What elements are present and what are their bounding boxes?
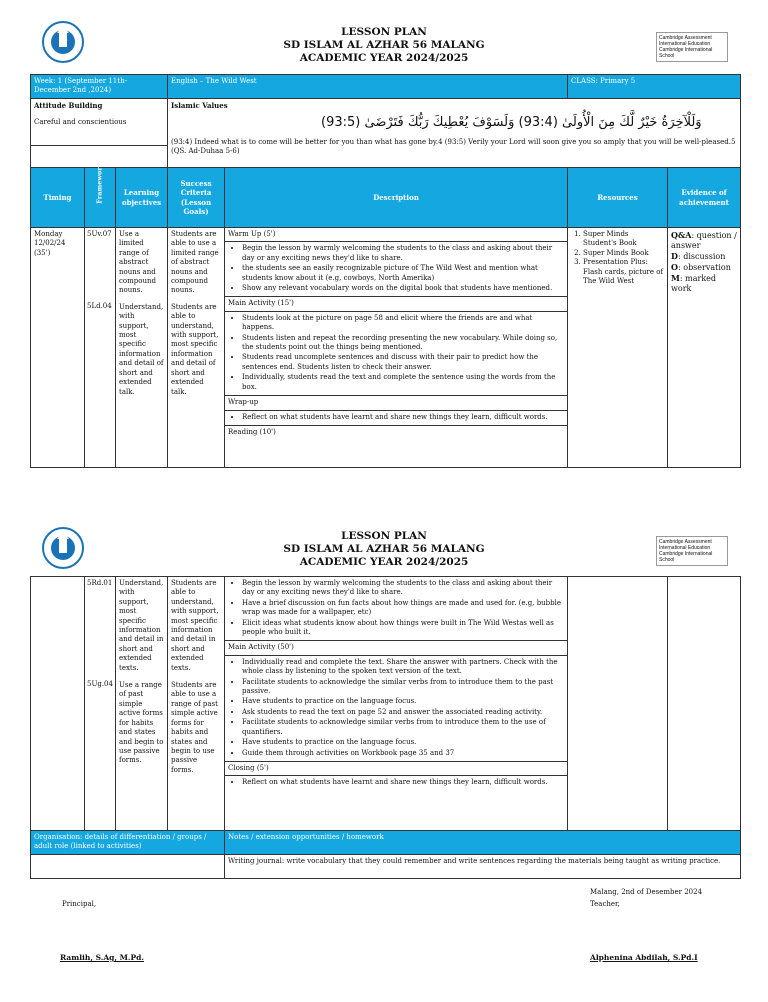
header-year: ACADEMIC YEAR 2024/2025 <box>299 52 469 64</box>
teacher-name: Alphenina Abdilah, S.Pd.I <box>590 953 698 962</box>
class-cell: CLASS: Primary 5 <box>568 75 741 99</box>
header-title: LESSON PLAN <box>341 26 427 38</box>
evidence-item: O: observation <box>671 262 731 272</box>
list-item: • Individually read and complete the text. Share the answer with partners. Check with the whole class by listening to the spoken text version of the text. <box>242 658 564 677</box>
evidence-item: Q&A: question / answer <box>671 230 737 250</box>
closing-title: Closing (5') <box>225 761 567 775</box>
main-activity-list <box>225 655 567 761</box>
quran-verse: وَلَلْآخِرَةُ خَيْرٌ لَّكَ مِنَ الْأُولَىٰ (93:4) وَلَسَوْفَ يُعْطِيكَ رَبُّكَ فَتَرْضَىٰ (93:5) <box>321 115 702 131</box>
framework-ref: 5Ld.04 <box>87 302 112 311</box>
reading-title: Reading (10') <box>228 427 276 436</box>
list-item: • the students see an easily recognizable picture of The Wild West and mention what students know about it (e.g, cowboys, North Amerika) <box>242 264 564 283</box>
objectives-cell <box>116 228 168 468</box>
list-item: • Begin the lesson by warmly welcoming the students to the class and asking about their day or any exciting news they'd like to share. <box>242 579 564 598</box>
list-item: • Reflect on what students have learnt and share new things they learn, difficult words. <box>242 778 564 787</box>
notes-label: Notes / extension opportunities / homework <box>225 831 741 855</box>
organisation-label: Organisation: details of differentiation / groups / adult role (linked to activities) <box>31 831 225 855</box>
attitude-cell <box>31 99 168 146</box>
col-criteria: Success Criteria (Lesson Goals) <box>168 168 225 228</box>
wrapup-title: Wrap-up <box>225 396 567 410</box>
list-item: • Show any relevant vocabulary words on the digital book that students have mentioned. <box>242 284 564 293</box>
col-timing: Timing <box>31 168 85 228</box>
warmup-title: Warm Up (5') <box>225 228 567 242</box>
timing-cell: Monday 12/02/24 (35') <box>31 228 85 468</box>
list-item: • Students listen and repeat the recording presenting the new vocabulary. While doing so, the students point out the things being mentioned. <box>242 334 564 353</box>
list-item: • Have students to practice on the language focus. <box>242 697 564 706</box>
objectives-cell: Understand, with support, most specific information and detail in short and extended texts. Use a range of past simple active forms for habits and states and begin to use passive forms. <box>116 577 168 831</box>
col-framework: Framework ref. <box>85 168 116 228</box>
col-description: Description <box>225 168 568 228</box>
description-cell <box>225 577 568 831</box>
principal-label: Principal, <box>62 900 97 908</box>
list-item: 2. Super Minds Book <box>583 249 664 258</box>
school-logo <box>30 520 96 578</box>
list-item: • Reflect on what students have learnt and share new things they learn, difficult words. <box>242 413 564 422</box>
header-school: SD ISLAM AL AZHAR 56 MALANG <box>283 39 485 51</box>
evidence-item: D: discussion <box>671 251 726 261</box>
teacher-label: Teacher, <box>590 900 620 908</box>
notes-text: Writing journal: write vocabulary that they could remember and write sentences regarding the materials being taught as writing practice. <box>225 854 741 878</box>
lesson-table-1 <box>30 74 741 468</box>
main-activity-title: Main Activity (15') <box>225 297 567 311</box>
main-activity-list <box>225 311 567 395</box>
attitude-label: Attitude Building <box>34 101 103 110</box>
list-item: • Have a brief discussion on fun facts about how things are made and used for. (e.g, bubble wrap was made for a wallpaper, etc) <box>242 599 564 618</box>
place-date: Malang, 2nd of Desember 2024 <box>590 888 703 896</box>
week-cell: Week: 1 (September 11th- December 2nd ,2024) <box>31 75 168 99</box>
col-evidence: Evidence of achievement <box>668 168 741 228</box>
criteria-cell <box>168 228 225 468</box>
wrapup-list <box>225 410 567 425</box>
intro-list <box>225 577 567 641</box>
objective: Understand, with support, most specific information and detail of short and extended talk. <box>119 302 164 396</box>
main-activity-title: Main Activity (50') <box>225 641 567 655</box>
list-item: • Individually, students read the text and complete the sentence using the words from the box. <box>242 373 564 392</box>
evidence-item: M: marked work <box>671 273 717 293</box>
list-item: • Students read uncomplete sentences and discuss with their pair to predict how the sentences end. Students listen to check their answer. <box>242 353 564 372</box>
lesson-table-2 <box>30 576 741 879</box>
criteria-cell: Students are able to understand, with support, most specific information and detail in short and extended texts. Students are able to use a range of past simple active forms for habits and states and begin to use passive forms. <box>168 577 225 831</box>
page-header-1 <box>234 26 534 65</box>
islamic-label: Islamic Values <box>171 101 228 110</box>
list-item: 1. Super Minds Student's Book <box>583 230 664 249</box>
list-item: • Facilitate students to acknowledge similar verbs from to introduce them to the use of quantifiers. <box>242 718 564 737</box>
description-cell <box>225 228 568 468</box>
framework-cell: 5Rd.01 5Ug.04 <box>85 577 116 831</box>
warmup-list <box>225 242 567 297</box>
list-item: 3. Presentation Plus: Flash cards, picture of The Wild West <box>583 258 664 286</box>
col-objectives: Learning objectives <box>116 168 168 228</box>
cambridge-logo: Cambridge Assessment International Education Cambridge International School <box>656 32 728 62</box>
col-resources: Resources <box>568 168 668 228</box>
attitude-value: Careful and conscientious <box>34 118 127 127</box>
principal-name: Ramlih, S.Ag, M.Pd. <box>60 953 145 962</box>
cambridge-logo: Cambridge Assessment International Education Cambridge International School <box>656 536 728 566</box>
list-item: • Students look at the picture on page 58 and elicit where the friends are and what happens. <box>242 314 564 333</box>
list-item: • Elicit ideas what students know about how things were built in The Wild Westas well as people who built it. <box>242 619 564 638</box>
framework-cell <box>85 228 116 468</box>
verse-translation: (93:4) Indeed what is to come will be better for you than what has gone by.4 (93:5) Verily your Lord will soon give you so amply that you will be well-pleased.5 (QS. Ad-Duhaa 5-6) <box>171 137 736 156</box>
evidence-cell <box>668 228 741 468</box>
page-header-2: LESSON PLAN SD ISLAM AL AZHAR 56 MALANG ACADEMIC YEAR 2024/2025 <box>283 530 485 568</box>
list-item: • Facilitate students to acknowledge the similar verbs from to introduce them to the past passive. <box>242 678 564 697</box>
subject-cell: English – The Wild West <box>168 75 568 99</box>
islamic-cell <box>168 99 741 168</box>
list-item: • Begin the lesson by warmly welcoming the students to the class and asking about their day or any exciting news they'd like to share. <box>242 244 564 263</box>
criteria: Students are able to understand, with support, most specific information and detail of short and extended talk. <box>171 302 219 396</box>
list-item: • Guide them through activities on Workbook page 35 and 37 <box>242 749 564 758</box>
objective: Use a limited range of abstract nouns and compound nouns. <box>119 230 156 295</box>
school-logo <box>30 14 96 72</box>
closing-list <box>225 776 567 791</box>
list-item: • Have students to practice on the language focus. <box>242 738 564 747</box>
list-item: • Ask students to read the text on page 52 and answer the associated reading activity. <box>242 708 564 717</box>
framework-ref: 5Uv.07 <box>87 230 112 238</box>
criteria: Students are able to use a limited range of abstract nouns and compound nouns. <box>171 230 219 295</box>
resources-cell <box>568 228 668 468</box>
